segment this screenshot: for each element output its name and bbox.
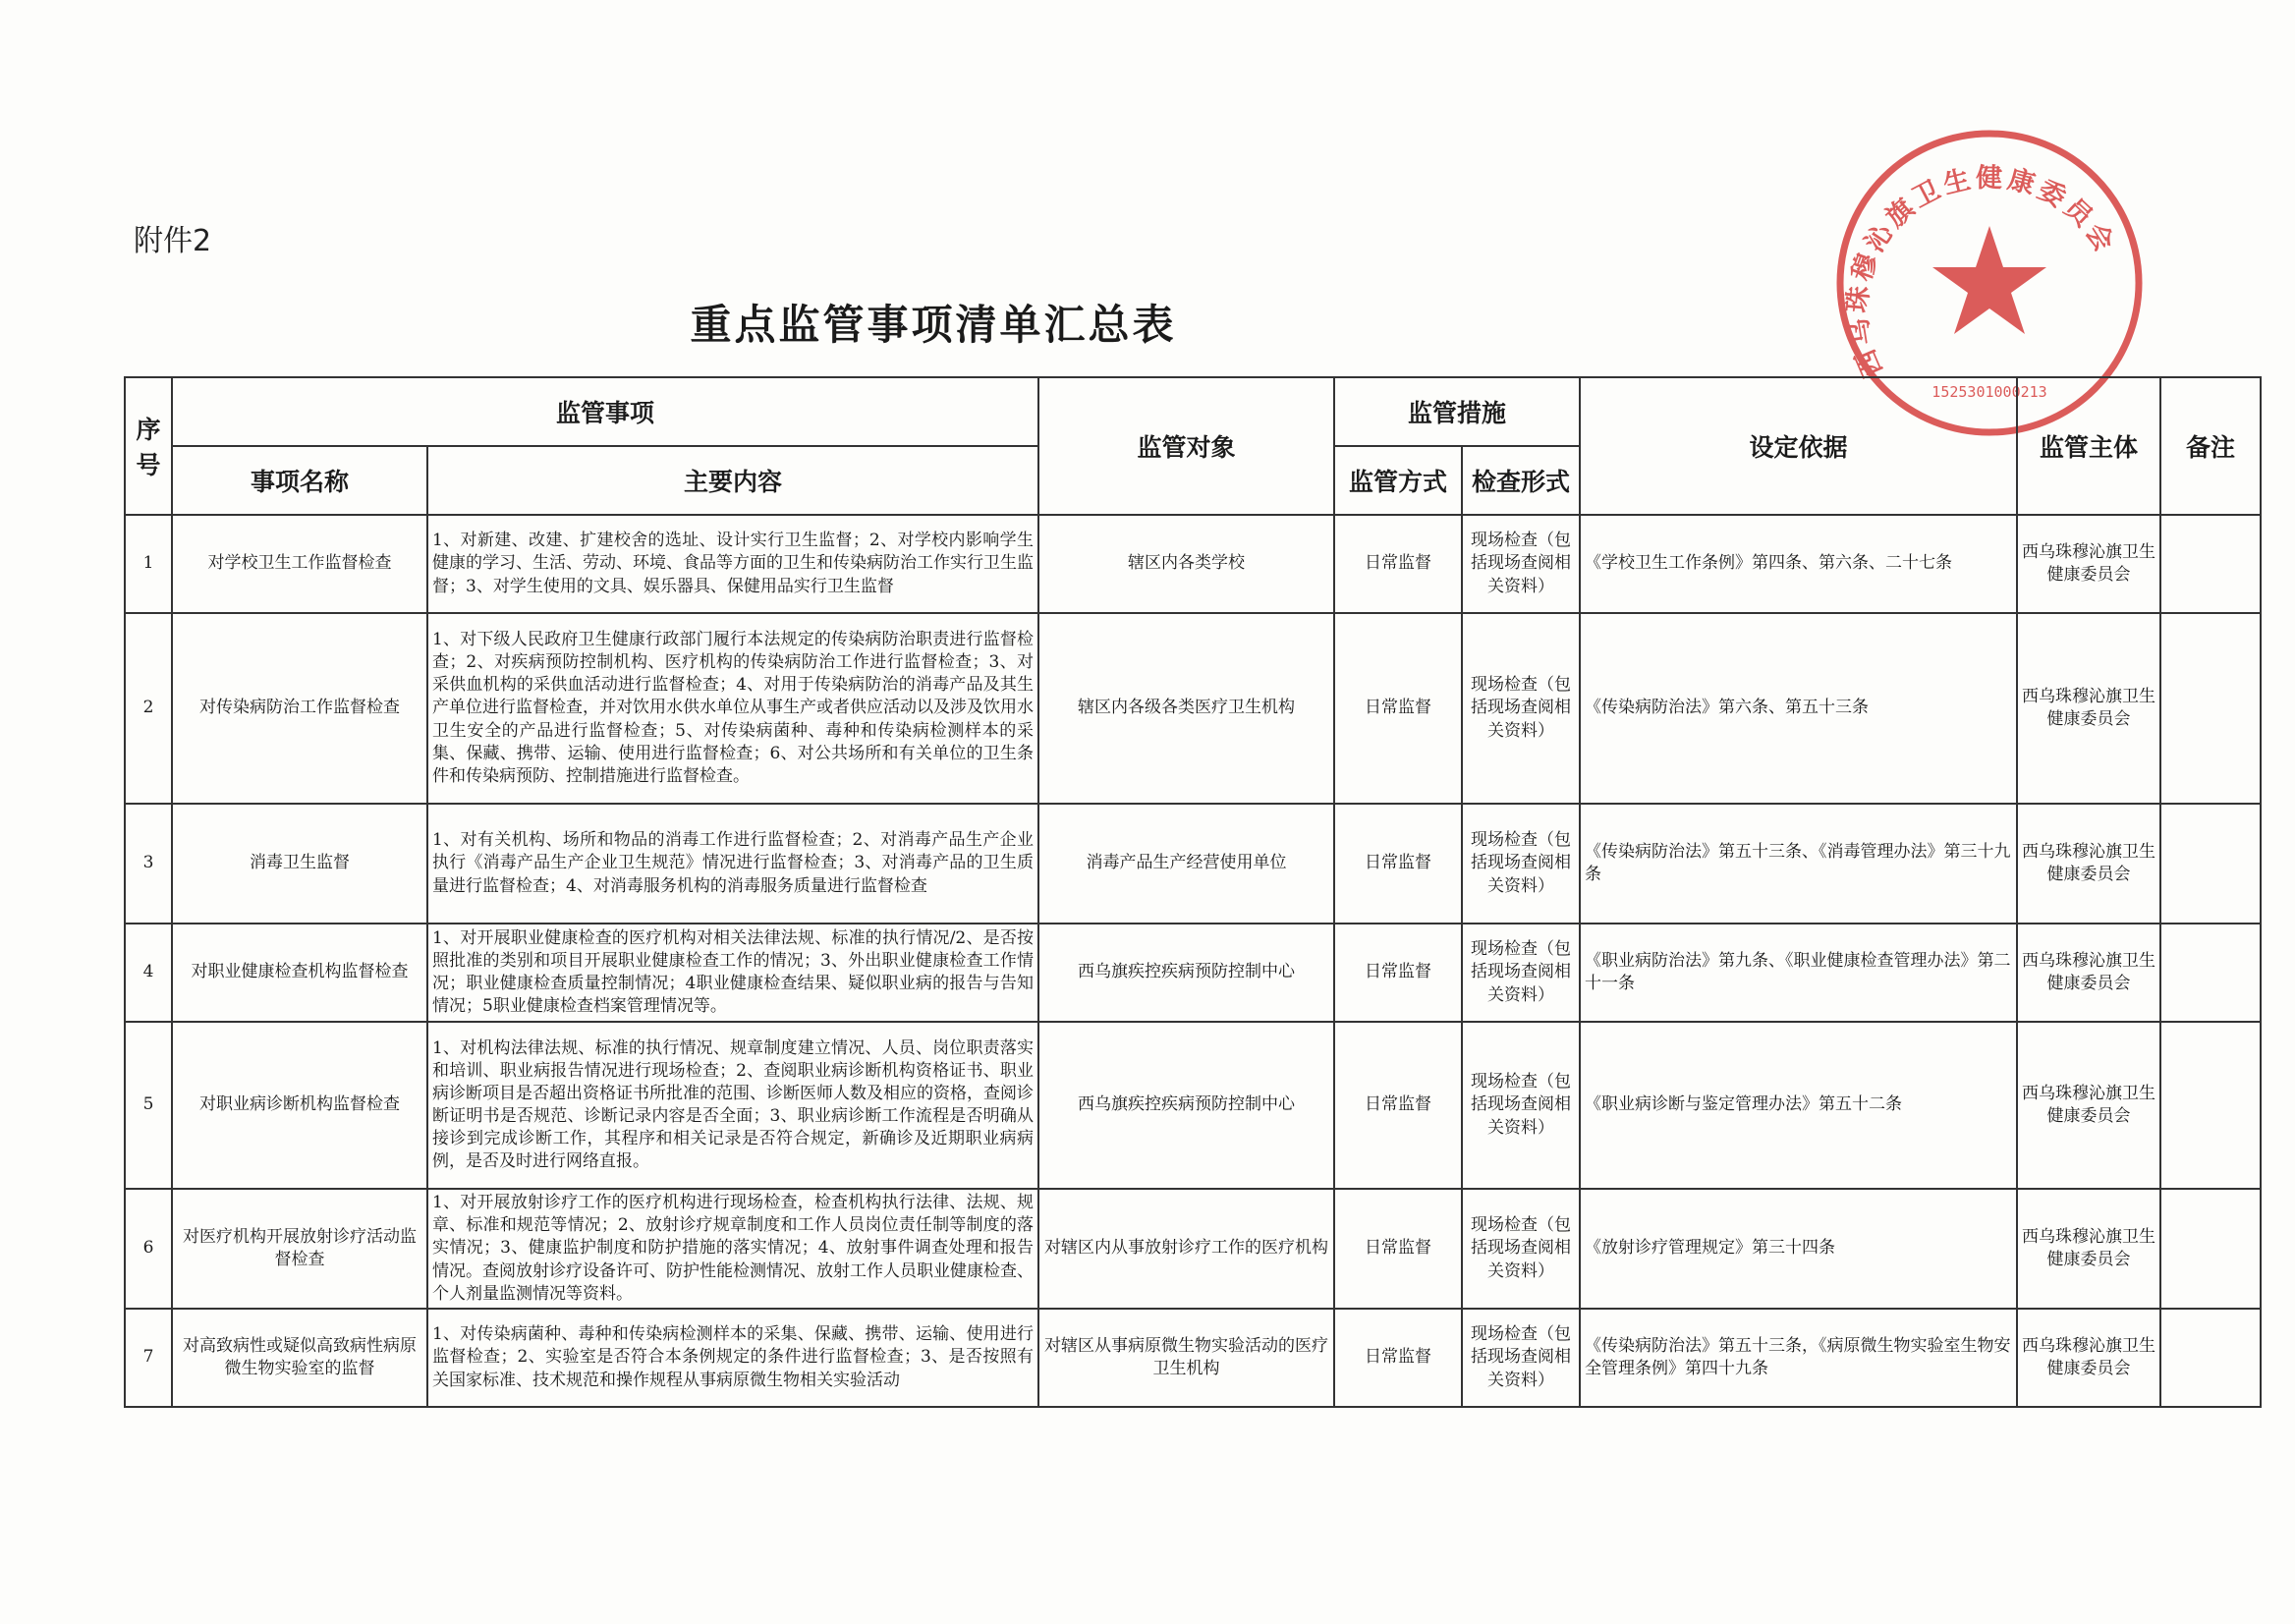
row-name: 对学校卫生工作监督检查 bbox=[172, 515, 427, 613]
row-target: 辖区内各级各类医疗卫生机构 bbox=[1038, 613, 1334, 804]
row-method: 日常监督 bbox=[1334, 613, 1462, 804]
row-basis: 《放射诊疗管理规定》第三十四条 bbox=[1580, 1189, 2017, 1309]
table-row bbox=[125, 924, 2261, 1022]
seal-text: 西乌珠穆沁旗卫生健康委员会 bbox=[1842, 162, 2122, 381]
row-remark bbox=[2160, 1189, 2261, 1309]
row-subject: 西乌珠穆沁旗卫生健康委员会 bbox=[2017, 1309, 2160, 1407]
row-remark bbox=[2160, 804, 2261, 924]
row-basis: 《传染病防治法》第五十三条、《消毒管理办法》第三十九条 bbox=[1580, 804, 2017, 924]
header-main-content: 主要内容 bbox=[427, 446, 1038, 515]
header-remark: 备注 bbox=[2160, 377, 2261, 515]
row-content: 1、对机构法律法规、标准的执行情况、规章制度建立情况、人员、岗位职责落实和培训、职业病报告情况进行现场检查；2、查阅职业病诊断机构资格证书、职业病诊断项目是否超出资格证书所批准的范围、诊断医师人数及相应的资格，查阅诊断证明书是否规范、诊断记录内容是否全面；3、职业病诊断工作流程是否明确从接诊到完成诊断工作，其程序和相关记录是否符合规定，新确诊及近期职业病病例，是否及时进行网络直报。 bbox=[427, 1022, 1038, 1189]
row-seq: 3 bbox=[125, 804, 172, 924]
row-name: 对传染病防治工作监督检查 bbox=[172, 613, 427, 804]
row-remark bbox=[2160, 1022, 2261, 1189]
row-basis: 《职业病诊断与鉴定管理办法》第五十二条 bbox=[1580, 1022, 2017, 1189]
row-check-form: 现场检查（包括现场查阅相关资料） bbox=[1462, 1189, 1580, 1309]
row-basis: 《传染病防治法》第五十三条，《病原微生物实验室生物安全管理条例》第四十九条 bbox=[1580, 1309, 2017, 1407]
row-name: 对高致病性或疑似高致病性病原微生物实验室的监督 bbox=[172, 1309, 427, 1407]
row-method: 日常监督 bbox=[1334, 804, 1462, 924]
supervision-table bbox=[124, 376, 2262, 1408]
row-content: 1、对传染病菌种、毒种和传染病检测样本的采集、保藏、携带、运输、使用进行监督检查；2、实验室是否符合本条例规定的条件进行监督检查；3、是否按照有关国家标准、技术规范和操作规程从事病原微生物相关实验活动 bbox=[427, 1309, 1038, 1407]
row-method: 日常监督 bbox=[1334, 1309, 1462, 1407]
row-target: 辖区内各类学校 bbox=[1038, 515, 1334, 613]
row-name: 对职业病诊断机构监督检查 bbox=[172, 1022, 427, 1189]
row-target: 对辖区从事病原微生物实验活动的医疗卫生机构 bbox=[1038, 1309, 1334, 1407]
row-remark bbox=[2160, 515, 2261, 613]
row-check-form: 现场检查（包括现场查阅相关资料） bbox=[1462, 1022, 1580, 1189]
row-seq: 4 bbox=[125, 924, 172, 1022]
row-subject: 西乌珠穆沁旗卫生健康委员会 bbox=[2017, 613, 2160, 804]
seal-code: 1525301000213 bbox=[1931, 383, 2047, 401]
header-seq: 序号 bbox=[125, 377, 172, 515]
table-row bbox=[125, 515, 2261, 613]
row-check-form: 现场检查（包括现场查阅相关资料） bbox=[1462, 613, 1580, 804]
header-check-form: 检查形式 bbox=[1462, 446, 1580, 515]
row-target: 西乌旗疾控疾病预防控制中心 bbox=[1038, 1022, 1334, 1189]
row-subject: 西乌珠穆沁旗卫生健康委员会 bbox=[2017, 804, 2160, 924]
table-row bbox=[125, 1189, 2261, 1309]
row-method: 日常监督 bbox=[1334, 1189, 1462, 1309]
row-subject: 西乌珠穆沁旗卫生健康委员会 bbox=[2017, 924, 2160, 1022]
row-check-form: 现场检查（包括现场查阅相关资料） bbox=[1462, 515, 1580, 613]
row-content: 1、对下级人民政府卫生健康行政部门履行本法规定的传染病防治职责进行监督检查；2、对疾病预防控制机构、医疗机构的传染病防治工作进行监督检查；3、对采供血机构的采供血活动进行监督检查；4、对用于传染病防治的消毒产品及其生产单位进行监督检查，并对饮用水供水单位从事生产或者供应活动以及涉及饮用水卫生安全的产品进行监督检查；5、对传染病菌种、毒种和传染病检测样本的采集、保藏、携带、运输、使用进行监督检查；6、对公共场所和有关单位的卫生条件和传染病预防、控制措施进行监督检查。 bbox=[427, 613, 1038, 804]
seal-star bbox=[1932, 226, 2046, 334]
header-target: 监管对象 bbox=[1038, 377, 1334, 515]
row-check-form: 现场检查（包括现场查阅相关资料） bbox=[1462, 1309, 1580, 1407]
table-row bbox=[125, 613, 2261, 804]
header-matter-group: 监管事项 bbox=[172, 377, 1038, 446]
row-name: 消毒卫生监督 bbox=[172, 804, 427, 924]
page-title: 重点监管事项清单汇总表 bbox=[690, 301, 1177, 349]
row-seq: 6 bbox=[125, 1189, 172, 1309]
row-basis: 《职业病防治法》第九条、《职业健康检查管理办法》第二十一条 bbox=[1580, 924, 2017, 1022]
header-measures-group: 监管措施 bbox=[1334, 377, 1580, 446]
row-check-form: 现场检查（包括现场查阅相关资料） bbox=[1462, 804, 1580, 924]
row-method: 日常监督 bbox=[1334, 1022, 1462, 1189]
row-remark bbox=[2160, 1309, 2261, 1407]
row-target: 消毒产品生产经营使用单位 bbox=[1038, 804, 1334, 924]
row-name: 对职业健康检查机构监督检查 bbox=[172, 924, 427, 1022]
row-content: 1、对开展职业健康检查的医疗机构对相关法律法规、标准的执行情况/2、是否按照批准的类别和项目开展职业健康检查工作的情况；3、外出职业健康检查工作情况；职业健康检查质量控制情况；4职业健康检查结果、疑似职业病的报告与告知情况；5职业健康检查档案管理情况等。 bbox=[427, 924, 1038, 1022]
row-check-form: 现场检查（包括现场查阅相关资料） bbox=[1462, 924, 1580, 1022]
row-name: 对医疗机构开展放射诊疗活动监督检查 bbox=[172, 1189, 427, 1309]
header-method: 监管方式 bbox=[1334, 446, 1462, 515]
table-row bbox=[125, 1309, 2261, 1407]
row-basis: 《传染病防治法》第六条、第五十三条 bbox=[1580, 613, 2017, 804]
row-subject: 西乌珠穆沁旗卫生健康委员会 bbox=[2017, 515, 2160, 613]
row-subject: 西乌珠穆沁旗卫生健康委员会 bbox=[2017, 1189, 2160, 1309]
row-basis: 《学校卫生工作条例》第四条、第六条、二十七条 bbox=[1580, 515, 2017, 613]
row-seq: 1 bbox=[125, 515, 172, 613]
row-target: 对辖区内从事放射诊疗工作的医疗机构 bbox=[1038, 1189, 1334, 1309]
table-row bbox=[125, 1022, 2261, 1189]
row-seq: 2 bbox=[125, 613, 172, 804]
row-content: 1、对开展放射诊疗工作的医疗机构进行现场检查，检查机构执行法律、法规、规章、标准和规范等情况；2、放射诊疗规章制度和工作人员岗位责任制等制度的落实情况；3、健康监护制度和防护措施的落实情况；4、放射事件调查处理和报告情况。查阅放射诊疗设备许可、防护性能检测情况、放射工作人员职业健康检查、个人剂量监测情况等资料。 bbox=[427, 1189, 1038, 1309]
table-row bbox=[125, 804, 2261, 924]
header-basis: 设定依据 bbox=[1580, 377, 2017, 515]
row-remark bbox=[2160, 613, 2261, 804]
row-content: 1、对有关机构、场所和物品的消毒工作进行监督检查；2、对消毒产品生产企业执行《消毒产品生产企业卫生规范》情况进行监督检查；3、对消毒产品的卫生质量进行监督检查；4、对消毒服务机构的消毒服务质量进行监督检查 bbox=[427, 804, 1038, 924]
row-method: 日常监督 bbox=[1334, 515, 1462, 613]
row-target: 西乌旗疾控疾病预防控制中心 bbox=[1038, 924, 1334, 1022]
row-seq: 5 bbox=[125, 1022, 172, 1189]
row-seq: 7 bbox=[125, 1309, 172, 1407]
row-method: 日常监督 bbox=[1334, 924, 1462, 1022]
row-subject: 西乌珠穆沁旗卫生健康委员会 bbox=[2017, 1022, 2160, 1189]
row-content: 1、对新建、改建、扩建校舍的选址、设计实行卫生监督；2、对学校内影响学生健康的学习、生活、劳动、环境、食品等方面的卫生和传染病防治工作实行卫生监督；3、对学生使用的文具、娱乐器具、保健用品实行卫生监督 bbox=[427, 515, 1038, 613]
header-matter-name: 事项名称 bbox=[172, 446, 427, 515]
row-remark bbox=[2160, 924, 2261, 1022]
header-subject: 监管主体 bbox=[2017, 377, 2160, 515]
attachment-label: 附件2 bbox=[134, 224, 212, 258]
